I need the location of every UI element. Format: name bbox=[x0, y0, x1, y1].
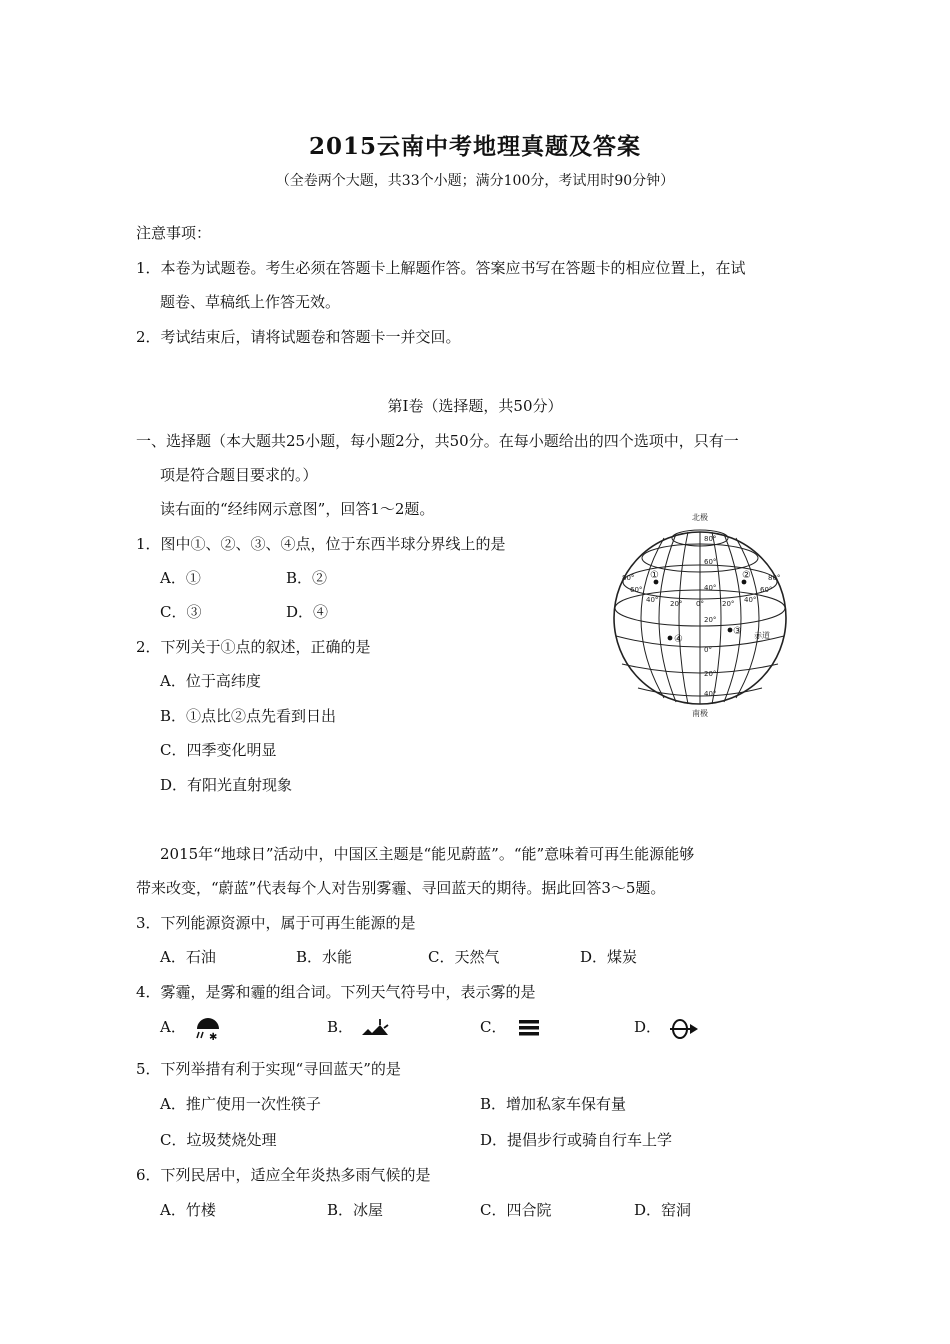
lat-label-40s: 40° bbox=[704, 690, 717, 698]
section-heading: 第Ⅰ卷（选择题，共50分） bbox=[387, 397, 563, 415]
question-1-option-d: D．④ bbox=[286, 603, 329, 621]
question-4-option-d bbox=[634, 1015, 700, 1041]
question-1-stem: 1．图中①、②、③、④点，位于东西半球分界线上的是 bbox=[136, 535, 506, 553]
section-intro: 一、选择题（本大题共25小题，每小题2分，共50分。在每小题给出的四个选项中，只有一 bbox=[136, 432, 739, 450]
question-4-option-c-label: C． bbox=[480, 1018, 507, 1036]
lon-label-right-20: 20° bbox=[722, 600, 735, 608]
question-1-option-a: A．① bbox=[160, 569, 201, 587]
question-2-stem: 2．下列关于①点的叙述，正确的是 bbox=[136, 638, 371, 656]
point-1-label: ① bbox=[650, 570, 659, 581]
point-3-label: ③ bbox=[733, 626, 742, 637]
lon-label-left-20: 20° bbox=[670, 600, 683, 608]
lon-label-zero: 0° bbox=[696, 600, 704, 608]
point-4-label: ④ bbox=[674, 634, 683, 645]
lat-label-0: 0° bbox=[704, 646, 712, 654]
question-6-option-b: B．冰屋 bbox=[327, 1201, 384, 1219]
exam-subtitle: （全卷两个大题，共33个小题；满分100分，考试用时90分钟） bbox=[275, 173, 675, 189]
question-5-option-c: C．垃圾焚烧处理 bbox=[160, 1131, 277, 1149]
notice-item-2: 2．考试结束后，请将试题卷和答题卡一并交回。 bbox=[136, 328, 461, 346]
group1-intro: 读右面的“经纬网示意图”，回答1～2题。 bbox=[160, 500, 435, 518]
lon-label-right-40: 40° bbox=[744, 596, 757, 604]
question-6-option-c: C．四合院 bbox=[480, 1201, 552, 1219]
point-2-label: ② bbox=[742, 570, 751, 581]
question-2-option-d: D．有阳光直射现象 bbox=[160, 776, 293, 794]
question-4-option-a bbox=[160, 1015, 225, 1041]
point-4-marker bbox=[668, 636, 673, 641]
group2-intro: 2015年“地球日”活动中，中国区主题是“能见蔚蓝”。“能”意味着可再生能源能够 bbox=[160, 845, 695, 863]
question-5-option-b: B．增加私家车保有量 bbox=[480, 1095, 627, 1113]
question-6-option-d: D．窑洞 bbox=[634, 1201, 692, 1219]
point-3-marker bbox=[728, 628, 733, 633]
latitude-longitude-globe-figure bbox=[608, 508, 792, 718]
question-2-option-c: C．四季变化明显 bbox=[160, 741, 277, 759]
lon-label-left-40: 40° bbox=[646, 596, 659, 604]
north-pole-label: 北极 bbox=[692, 513, 708, 522]
question-2-option-b: B．①点比②点先看到日出 bbox=[160, 707, 337, 725]
sand-storm-icon bbox=[358, 1015, 392, 1041]
question-3-stem: 3．下列能源资源中，属于可再生能源的是 bbox=[136, 914, 416, 932]
question-4-stem: 4．雾霾，是雾和霾的组合词。下列天气符号中，表示雾的是 bbox=[136, 983, 536, 1001]
lon-label-left-60: 60° bbox=[630, 586, 643, 594]
south-pole-label: 南极 bbox=[692, 709, 708, 718]
lat-label-20s: 20° bbox=[704, 670, 717, 678]
question-3-option-b: B．水能 bbox=[296, 948, 353, 966]
question-4-option-b-label: B． bbox=[327, 1018, 354, 1036]
question-5-option-a: A．推广使用一次性筷子 bbox=[160, 1095, 321, 1113]
question-6-stem: 6．下列民居中，适应全年炎热多雨气候的是 bbox=[136, 1166, 431, 1184]
question-3-option-a: A．石油 bbox=[160, 948, 216, 966]
question-3-option-c: C．天然气 bbox=[428, 948, 500, 966]
question-4-option-c bbox=[480, 1015, 545, 1041]
equator-label: 赤道 bbox=[754, 631, 770, 640]
question-5-option-d: D．提倡步行或骑自行车上学 bbox=[480, 1131, 673, 1149]
section-intro-cont: 项是符合题目要求的。） bbox=[160, 466, 318, 484]
question-3-option-d: D．煤炭 bbox=[580, 948, 638, 966]
notice-item-1-cont: 题卷、草稿纸上作答无效。 bbox=[160, 293, 341, 311]
lat-label-60: 60° bbox=[704, 558, 717, 566]
lat-label-80: 80° bbox=[704, 535, 717, 543]
group2-intro-cont: 带来改变，“蔚蓝”代表每个人对告别雾霾、寻回蓝天的期待。据此回答3～5题。 bbox=[136, 879, 666, 897]
question-4-option-b bbox=[327, 1015, 392, 1041]
tropical-cyclone-icon bbox=[666, 1015, 700, 1041]
fog-icon bbox=[511, 1015, 545, 1041]
question-4-option-d-label: D． bbox=[634, 1018, 662, 1036]
question-5-stem: 5．下列举措有利于实现“寻回蓝天”的是 bbox=[136, 1060, 401, 1078]
notice-heading: 注意事项： bbox=[136, 224, 212, 242]
lat-label-40: 40° bbox=[704, 584, 717, 592]
notice-item-1: 1．本卷为试题卷。考生必须在答题卡上解题作答。答案应书写在答题卡的相应位置上，在试 bbox=[136, 259, 746, 277]
question-4-option-a-label: A． bbox=[160, 1018, 186, 1036]
svg-text:✱: ✱ bbox=[208, 1032, 218, 1041]
lon-label-right-80: 80° bbox=[768, 574, 781, 582]
question-1-option-c: C．③ bbox=[160, 603, 202, 621]
page-title: 2015云南中考地理真题及答案 bbox=[308, 133, 641, 160]
lat-label-20n: 20° bbox=[704, 616, 717, 624]
lon-label-right-60: 60° bbox=[760, 586, 773, 594]
lon-label-left-80: 80° bbox=[622, 574, 635, 582]
question-2-option-a: A．位于高纬度 bbox=[160, 672, 261, 690]
rain-snow-shower-icon bbox=[191, 1015, 225, 1041]
question-1-option-b: B．② bbox=[286, 569, 328, 587]
question-6-option-a: A．竹楼 bbox=[160, 1201, 216, 1219]
